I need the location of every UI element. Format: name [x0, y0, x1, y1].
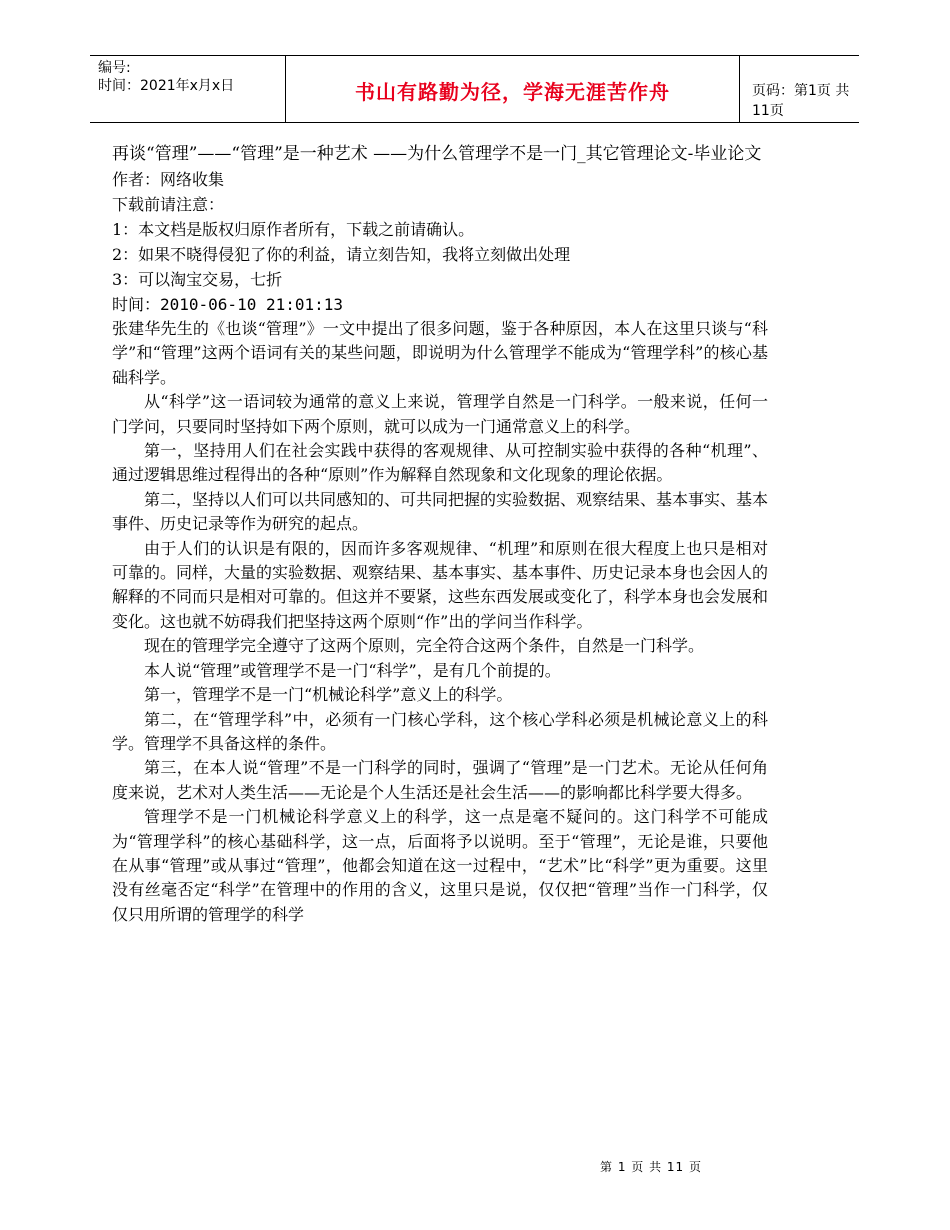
author-line: 作者：网络收集	[112, 170, 225, 189]
motto: 书山有路勤为径，学海无涯苦作舟	[355, 80, 670, 104]
document-body	[112, 142, 768, 927]
paragraph: 从“科学”这一语词较为通常的意义上来说，管理学自然是一门科学。一般来说，任何一门学问，只要同时坚持如下两个原则，就可以成为一门通常意义上的科学。	[112, 392, 768, 436]
paragraph: 张建华先生的《也谈“管理”》一文中提出了很多问题，鉴于各种原因，本人在这里只谈与“科学”和“管理”这两个语词有关的某些问题，即说明为什么管理学不能成为“管理学科”的核心基础科学。	[112, 319, 768, 387]
header-meta	[98, 59, 284, 95]
paragraph: 第三，在本人说“管理”不是一门科学的同时，强调了“管理”是一门艺术。无论从任何角度来说，艺术对人类生活——无论是个人生活还是社会生活——的影响都比科学要大得多。	[112, 758, 768, 802]
paragraph: 本人说“管理”或管理学不是一门“科学”，是有几个前提的。	[144, 660, 561, 680]
publish-time: 时间：2010-06-10 21:01:13	[112, 295, 344, 314]
paragraph: 第一，坚持用人们在社会实践中获得的客观规律、从可控制实验中获得的各种“机理”、通过逻辑思维过程得出的各种“原则”作为解释自然现象和文化现象的理论依据。	[112, 441, 768, 485]
notice-item: 2：如果不晓得侵犯了你的利益，请立刻告知，我将立刻做出处理	[112, 245, 571, 264]
paragraph: 现在的管理学完全遵守了这两个原则，完全符合这两个条件，自然是一门科学。	[144, 636, 705, 656]
paragraph: 管理学不是一门机械论科学意义上的科学，这一点是毫不疑问的。这门科学不可能成为“管理学科”的核心基础科学，这一点，后面将予以说明。至于“管理”，无论是谁，只要他在从事“管理”或从事过“管理”，他都会知道在这一过程中，“艺术”比“科学”更为重要。这里没有丝毫否定“科学”在管理中的作用的含义，这里只是说，仅仅把“管理”当作一门科学，仅仅只用所谓的管理学的科学	[112, 807, 768, 924]
paragraph: 由于人们的认识是有限的，因而许多客观规律、“机理”和原则在很大程度上也只是相对可靠的。同样，大量的实验数据、观察结果、基本事实、基本事件、历史记录本身也会因人的解释的不同而只是相对可靠的。但这并不要紧，这些东西发展或变化了，科学本身也会发展和变化。这也就不妨碍我们把坚持这两个原则“作”出的学问当作科学。	[112, 538, 769, 631]
page-header	[90, 55, 859, 123]
document-title: 再谈“管理”——“管理”是一种艺术 ——为什么管理学不是一门_其它管理论文-毕业论文	[112, 144, 762, 164]
notice-item: 1：本文档是版权归原作者所有，下载之前请确认。	[112, 220, 475, 239]
time-label: 时间：2021年x月x日	[98, 78, 235, 94]
serial-label: 编号:	[98, 60, 131, 76]
paragraph: 第二，坚持以人们可以共同感知的、可共同把握的实验数据、观察结果、基本事实、基本事件、历史记录等作为研究的起点。	[112, 489, 769, 534]
paragraph: 第一，管理学不是一门“机械论科学”意义上的科学。	[144, 685, 513, 705]
header-motto-cell	[285, 56, 740, 122]
header-page-number: 页码：第1页 共11页	[752, 83, 850, 119]
paragraph: 第二，在“管理学科”中，必须有一门核心学科，这个核心学科必须是机械论意义上的科学。管理学不具备这样的条件。	[112, 709, 768, 753]
page-footer: 第 1 页 共 11 页	[600, 1160, 702, 1174]
notice-heading: 下载前请注意：	[112, 195, 225, 214]
notice-item: 3：可以淘宝交易，七折	[112, 270, 283, 289]
